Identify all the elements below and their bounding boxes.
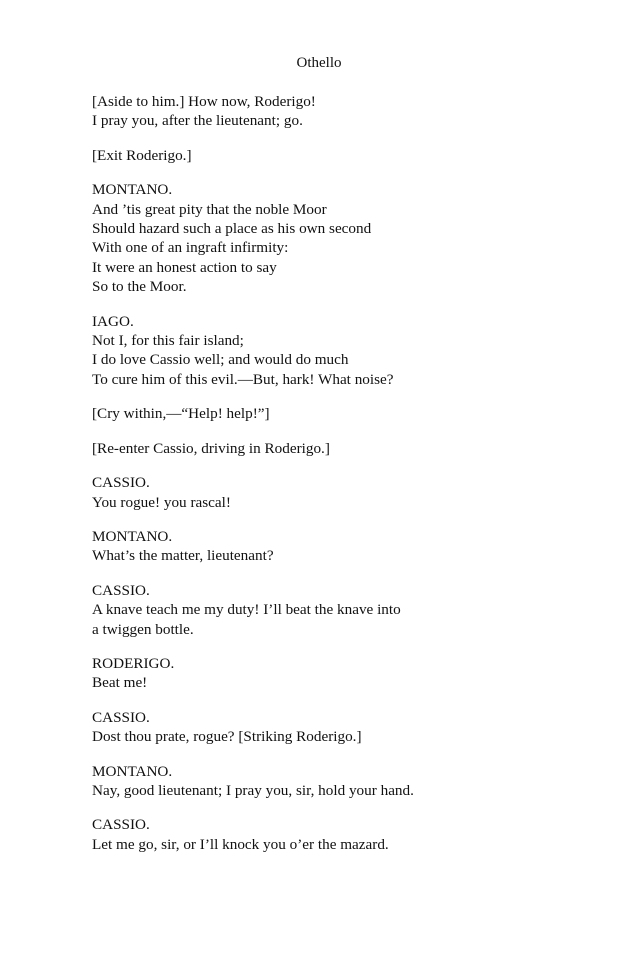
text-line: What’s the matter, lieutenant? <box>92 547 274 565</box>
text-line: Beat me! <box>92 674 148 692</box>
text-line: Dost thou prate, rogue? [Striking Roderigo.] <box>92 728 362 746</box>
text-line: Should hazard such a place as his own second <box>92 220 372 238</box>
stage-direction <box>92 146 562 165</box>
text-line: [Exit Roderigo.] <box>92 146 192 164</box>
speech-cassio <box>92 473 562 512</box>
stage-direction <box>92 404 562 423</box>
text-line: [Cry within,—“Help! help!”] <box>92 405 270 423</box>
text-line: [Re-enter Cassio, driving in Roderigo.] <box>92 439 330 457</box>
text-line: A knave teach me my duty! I’ll beat the knave into <box>92 601 401 619</box>
speech-montano <box>92 762 562 801</box>
speaker-name: CASSIO. <box>92 581 150 599</box>
speaker-name: MONTANO. <box>92 527 173 545</box>
stage-direction <box>92 439 562 458</box>
text-line: With one of an ingraft infirmity: <box>92 239 289 257</box>
speaker-name: MONTANO. <box>92 762 173 780</box>
speech-montano <box>92 180 562 296</box>
speaker-name: MONTANO. <box>92 181 173 199</box>
text-line: Nay, good lieutenant; I pray you, sir, hold your hand. <box>92 781 414 799</box>
text-line: So to the Moor. <box>92 278 187 296</box>
text-line: I do love Cassio well; and would do much <box>92 351 349 369</box>
speaker-name: CASSIO. <box>92 816 150 834</box>
speech-iago <box>92 312 562 390</box>
script-text <box>92 92 562 869</box>
speaker-name: CASSIO. <box>92 474 150 492</box>
running-title: Othello <box>296 55 342 71</box>
text-line: It were an honest action to say <box>92 258 277 276</box>
speaker-name: IAGO. <box>92 312 134 330</box>
speech-cassio <box>92 581 562 639</box>
text-line: [Aside to him.] How now, Roderigo! <box>92 93 316 110</box>
text-line: I pray you, after the lieutenant; go. <box>92 112 303 130</box>
speech-cassio <box>92 815 562 854</box>
text-line: And ’tis great pity that the noble Moor <box>92 200 327 218</box>
text-line: a twiggen bottle. <box>92 620 194 638</box>
text-line: To cure him of this evil.—But, hark! What noise? <box>92 370 394 388</box>
text-line: You rogue! you rascal! <box>92 493 231 511</box>
speaker-name: RODERIGO. <box>92 654 175 672</box>
speech-montano <box>92 527 562 566</box>
speech-cassio <box>92 708 562 747</box>
speaker-name: CASSIO. <box>92 708 150 726</box>
text-line: Let me go, sir, or I’ll knock you o’er the mazard. <box>92 835 389 853</box>
text-line: Not I, for this fair island; <box>92 332 244 350</box>
speech-roderigo <box>92 654 562 693</box>
block-aside <box>92 92 562 131</box>
